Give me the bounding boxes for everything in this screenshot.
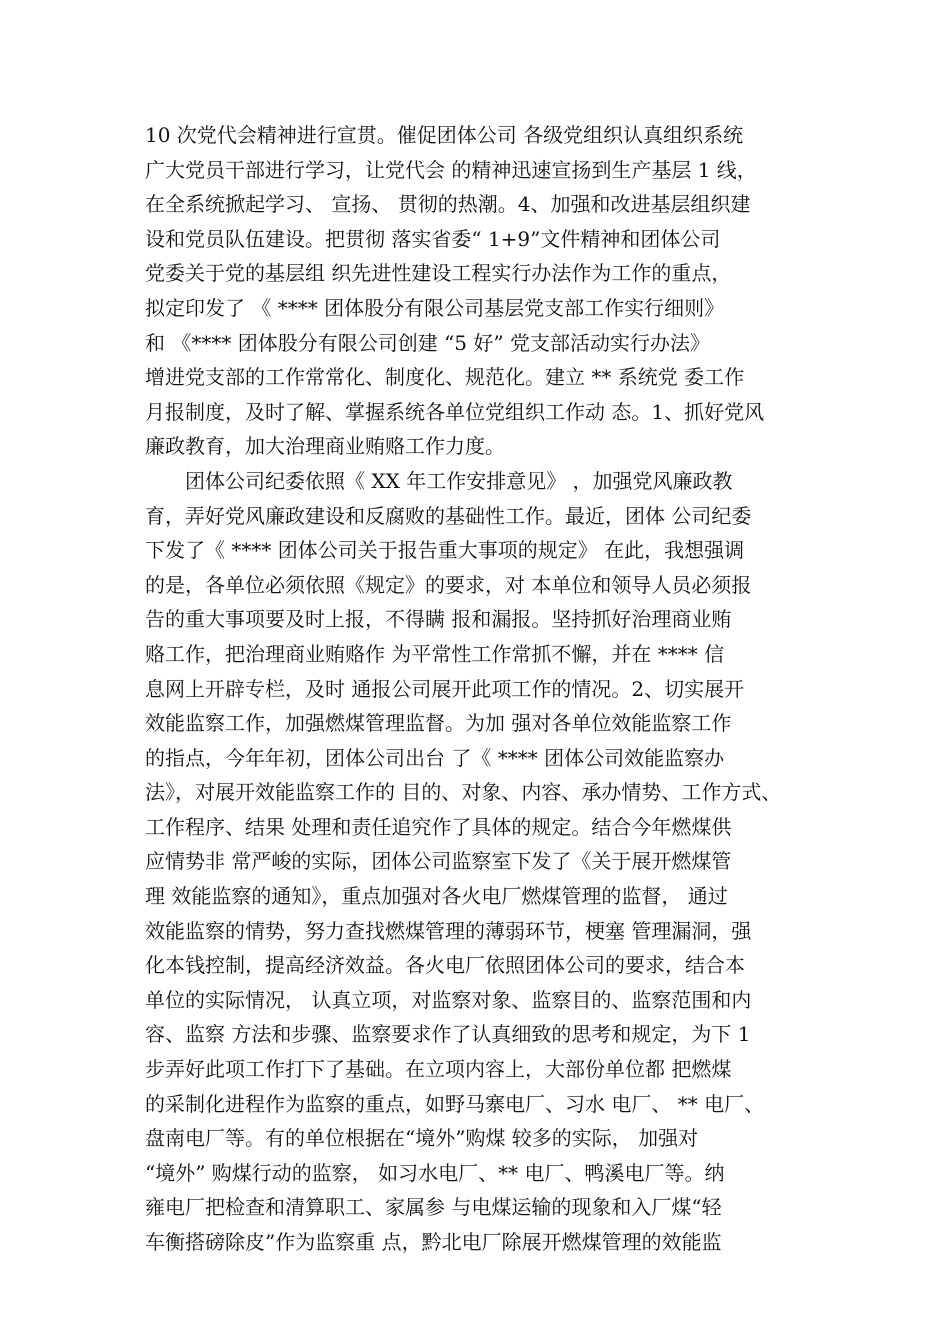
text-line: 法》，对展开效能监察工作的 目的、对象、内容、承办情势、工作方式、	[145, 780, 782, 805]
text-line: 的指点，今年年初，团体公司出台 了《 **** 团体公司效能监察办	[145, 745, 725, 770]
text-line: 赂工作，把治理商业贿赂作 为平常性工作常抓不懈，并在 **** 信	[145, 641, 725, 666]
text-line: 的采制化进程作为监察的重点，如野马寨电厂、习水 电厂、 ** 电厂、	[145, 1091, 765, 1116]
text-line: 团体公司纪委依照《 XX 年工作安排意见》 ，加强党风廉政教	[145, 468, 733, 493]
text-line: 单位的实际情况， 认真立项，对监察对象、监察目的、监察范围和内	[145, 987, 752, 1012]
text-line: 设和党员队伍建设。把贯彻 落实省委“ 1+9”文件精神和团体公司	[145, 226, 721, 251]
text-line: 和 《**** 团体股分有限公司创建 “5 好” 党支部活动实行办法》	[145, 330, 710, 355]
text-line: 在全系统掀起学习、 宣扬、 贯彻的热潮。4、加强和改进基层组织建	[145, 192, 751, 217]
text-line: 应情势非 常严峻的实际，团体公司监察室下发了《关于展开燃煤管	[145, 849, 732, 874]
text-line: “境外” 购煤行动的监察， 如习水电厂、** 电厂、鸭溪电厂等。纳	[145, 1160, 725, 1185]
text-line: 10 次党代会精神进行宣贯。催促团体公司 各级党组织认真组织系统	[145, 123, 744, 147]
text-line: 化本钱控制，提高经济效益。各火电厂依照团体公司的要求，结合本	[145, 953, 745, 978]
text-line: 步弄好此项工作打下了基础。在立项内容上，大部份单位都 把燃煤	[145, 1057, 732, 1082]
text-line: 党委关于党的基层组 织先进性建设工程实行办法作为工作的重点，	[145, 261, 732, 286]
text-line: 息网上开辟专栏，及时 通报公司展开此项工作的情况。2、切实展开	[145, 676, 745, 701]
text-line: 雍电厂把检查和清算职工、家属参 与电煤运输的现象和入厂煤“轻	[145, 1195, 722, 1220]
text-line: 告的重大事项要及时上报，不得瞒 报和漏报。坚持抓好治理商业贿	[145, 607, 732, 632]
text-line: 效能监察工作，加强燃煤管理监督。为加 强对各单位效能监察工作	[145, 711, 732, 736]
text-line: 车衡搭磅除皮”作为监察重 点，黔北电厂除展开燃煤管理的效能监	[145, 1230, 722, 1254]
text-line: 效能监察的情势，努力查找燃煤管理的薄弱环节，梗塞 管理漏洞，强	[145, 918, 752, 943]
text-line: 增进党支部的工作常常化、制度化、规范化。建立 ** 系统党 委工作	[145, 365, 745, 390]
text-line: 理 效能监察的通知》，重点加强对各火电厂燃煤管理的监督， 通过	[145, 884, 728, 909]
text-line: 容、监察 方法和步骤、监察要求作了认真细致的思考和规定，为下 1	[145, 1022, 751, 1047]
text-line: 拟定印发了 《 **** 团体股分有限公司基层党支部工作实行细则》	[145, 295, 725, 320]
text-line: 工作程序、结果 处理和责任追究作了具体的规定。结合今年燃煤供	[145, 814, 732, 839]
text-line: 广大党员干部进行学习，让党代会 的精神迅速宣扬到生产基层 1 线，	[145, 157, 757, 182]
text-line: 育，弄好党风廉政建设和反腐败的基础性工作。最近，团体 公司纪委	[145, 503, 752, 528]
text-line: 廉政教育，加大治理商业贿赂工作力度。	[145, 434, 505, 459]
text-line: 下发了《 **** 团体公司关于报告重大事项的规定》 在此，我想强调	[145, 538, 745, 563]
body-text	[145, 118, 825, 1260]
text-line: 月报制度，及时了解、掌握系统各单位党组织工作动 态。1、抓好党风	[145, 399, 765, 424]
text-line: 的是，各单位必须依照《规定》的要求，对 本单位和领导人员必须报	[145, 572, 752, 597]
text-line: 盘南电厂等。有的单位根据在“境外”购煤 较多的实际， 加强对	[145, 1126, 699, 1151]
